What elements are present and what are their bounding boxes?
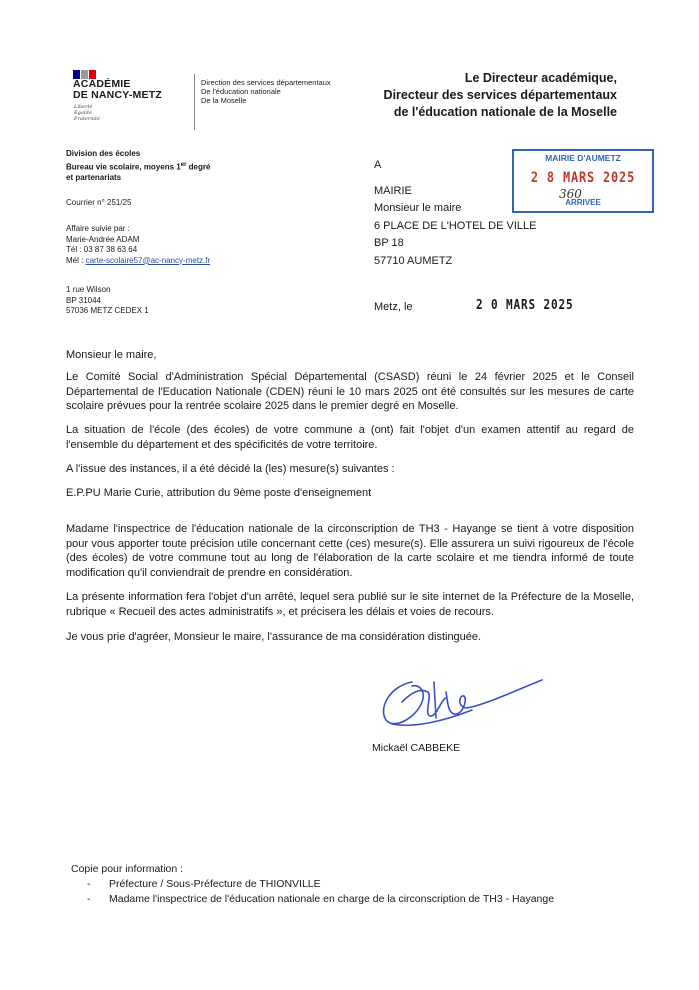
paragraph-5: La présente information fera l'objet d'un arrêté, lequel sera publié sur le site internet de la Préfecture de la Moselle, rubrique « Recueil des actes administratifs », et précisera les délais et voies de recours. — [66, 591, 634, 618]
stamp-title: MAIRIE D'AUMETZ — [545, 153, 621, 163]
stamp-date: 2 8 MARS 2025 — [530, 170, 636, 186]
closing-formula: Je vous prie d'agréer, Monsieur le maire, l'assurance de ma considération distinguée. — [66, 631, 482, 643]
paragraph-3: A l'issue des instances, il a été décidé la (les) mesure(s) suivantes : — [66, 463, 395, 475]
paragraph-2: La situation de l'école (des écoles) de votre commune a (ont) fait l'objet d'un examen attentif au regard de l'ensemble du département et des spécificités de votre territoire. — [66, 424, 634, 451]
copy-item: - Préfecture / Sous-Préfecture de THIONVILLE — [85, 877, 571, 892]
sender-address: 1 rue Wilson BP 31044 57036 METZ CEDEX 1 — [66, 285, 149, 315]
reception-stamp — [512, 149, 654, 213]
paragraph-1: Le Comité Social d'Administration Spécial Départemental (CSASD) réuni le 24 février 2025 et le Conseil Départemental de l'Education Nationale (CDEN) réuni le 10 mars 2025 ont été consultés sur les mesures de carte scolaire prévues pour la rentrée scolaire 2025 dans le premier degré en Moselle. — [66, 371, 634, 412]
email-link[interactable]: carte-scolaire57@ac-nancy-metz.fr — [85, 255, 211, 265]
stamp-number: 360 — [559, 187, 582, 201]
letter-heading: Le Directeur académique, Directeur des services départementaux de l'éducation nationale de la Moselle — [383, 71, 617, 119]
salutation: Monsieur le maire, — [66, 349, 157, 361]
measure-line: E.P.PU Marie Curie, attribution du 9ème poste d'enseignement — [66, 487, 372, 499]
contact-block: Affaire suivie par : Marie-Andrée ADAM Tél : 03 87 38 63 64 Mél : carte-scolaire57@ac-nancy-metz.fr — [66, 224, 211, 265]
stamp-arrival: ARRIVEE — [565, 198, 601, 207]
division-block: Division des écoles Bureau vie scolaire, moyens 1er degré et partenariats — [66, 149, 211, 182]
courrier-number: Courrier n° 251/25 — [66, 198, 132, 207]
signature-image — [372, 662, 552, 737]
paragraph-4: Madame l'inspectrice de l'éducation nationale de la circonscription de TH3 - Hayange se tient à votre disposition pour vous apporter toute précision utile concernant cette (ces) mesure(s). Elle assurera un suivi rigoureux de l'école (des écoles) de votre commune tout au long de l'élaboration de la carte scolaire et me tiendra informé de toute modification qu'il conviendrait de prendre en considération. — [66, 523, 634, 579]
direction-block: Direction des services départementaux De l'éducation nationale De la Moselle — [201, 78, 331, 105]
copy-list — [71, 862, 571, 907]
copy-item: - Madame l'inspectrice de l'éducation nationale en charge de la circonscription de TH3 - Hayange — [85, 892, 571, 907]
signatory-name: Mickaël CABBEKE — [372, 742, 461, 754]
republic-motto: Liberté Égalité Fraternité — [74, 104, 100, 122]
recipient-address: A MAIRIE Monsieur le maire 6 PLACE DE L'HOTEL DE VILLE BP 18 57710 AUMETZ — [374, 159, 537, 267]
header-divider — [194, 74, 195, 130]
place-label: Metz, le — [374, 301, 413, 313]
letter-date: 2 0 MARS 2025 — [476, 298, 574, 313]
copy-label: Copie pour information : — [71, 863, 184, 875]
academy-name: ACADÉMIE DE NANCY-METZ — [73, 78, 162, 101]
marianne-logo — [73, 66, 101, 75]
